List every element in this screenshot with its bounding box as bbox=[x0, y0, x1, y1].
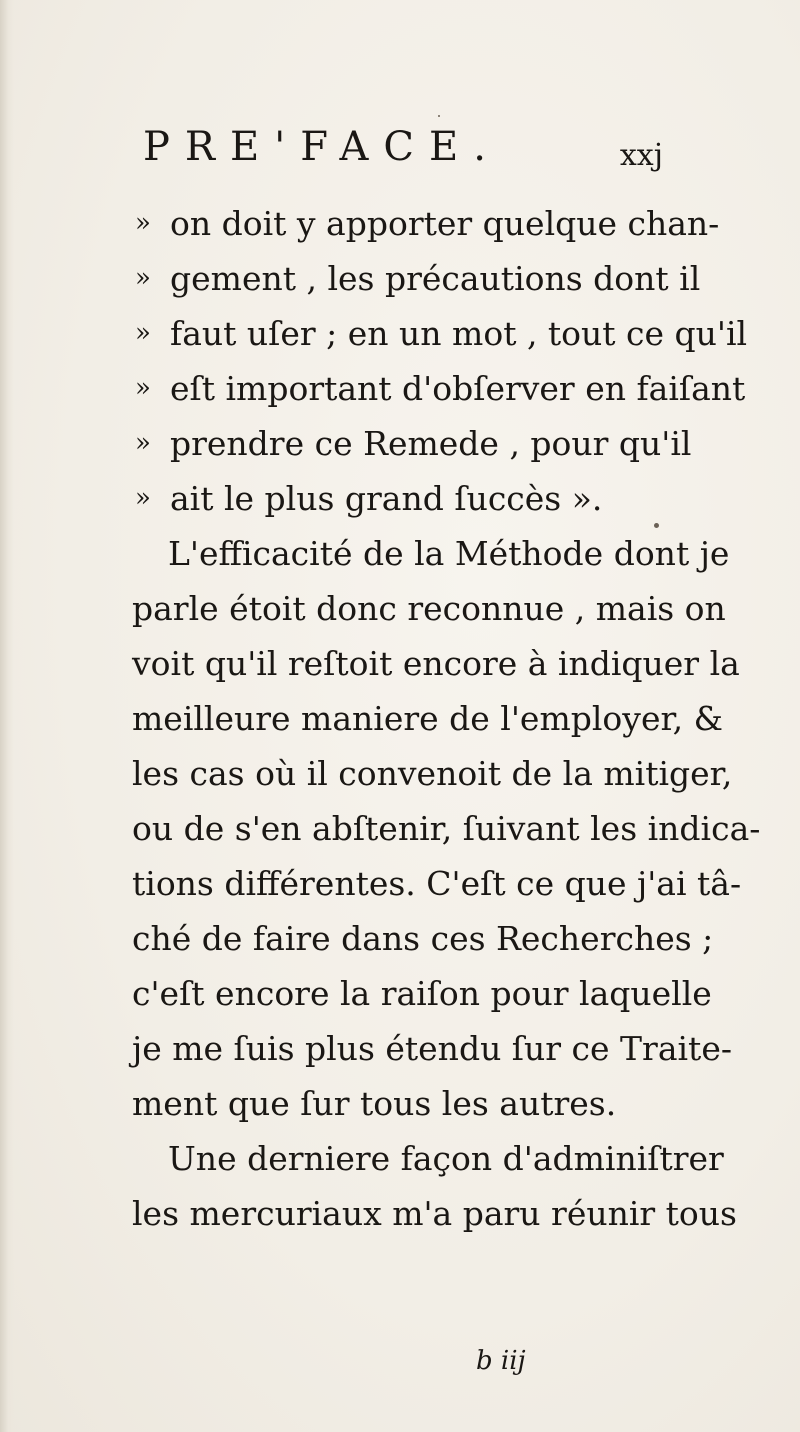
text-line bbox=[132, 361, 746, 416]
quote-mark: » bbox=[135, 483, 151, 513]
text-line bbox=[132, 1131, 724, 1186]
text-line bbox=[132, 966, 712, 1021]
line-text: tions différentes. C'eſt ce que j'ai tâ- bbox=[132, 864, 742, 903]
page-number: xxj bbox=[619, 138, 663, 173]
line-text: meilleure maniere de l'employer, & bbox=[132, 699, 723, 738]
line-text: on doit y apporter quelque chan- bbox=[170, 204, 720, 243]
quote-mark: » bbox=[135, 373, 151, 403]
page-header bbox=[143, 124, 663, 180]
line-text: gement , les précautions dont il bbox=[170, 259, 701, 298]
text-line bbox=[132, 856, 742, 911]
line-text: faut uſer ; en un mot , tout ce qu'il bbox=[170, 314, 748, 353]
line-text: voit qu'il reſtoit encore à indiquer la bbox=[132, 644, 740, 683]
line-text: les cas où il convenoit de la mitiger, bbox=[132, 754, 733, 793]
text-line bbox=[132, 306, 748, 361]
text-line bbox=[132, 196, 720, 251]
quote-mark: » bbox=[135, 318, 151, 348]
text-line bbox=[132, 911, 714, 966]
body-text bbox=[132, 196, 761, 1241]
binding-shadow bbox=[0, 0, 14, 1432]
text-line bbox=[132, 801, 761, 856]
text-line bbox=[132, 691, 723, 746]
quote-mark: » bbox=[135, 208, 151, 238]
text-line bbox=[132, 746, 733, 801]
line-text: ment que ſur tous les autres. bbox=[132, 1084, 617, 1123]
text-line bbox=[132, 416, 692, 471]
line-text: ait le plus grand ſuccès ». bbox=[170, 479, 603, 518]
text-line bbox=[132, 1021, 732, 1076]
text-line bbox=[132, 581, 726, 636]
signature-mark: b iij bbox=[476, 1346, 526, 1376]
line-text: Une derniere façon d'adminiſtrer bbox=[168, 1139, 724, 1178]
line-text: ou de s'en abſtenir, ſuivant les indica- bbox=[132, 809, 761, 848]
line-text: eſt important d'obſerver en faiſant bbox=[170, 369, 746, 408]
text-line bbox=[132, 1076, 662, 1131]
quote-mark: » bbox=[135, 428, 151, 458]
paper-speck bbox=[438, 115, 440, 117]
text-line bbox=[132, 526, 730, 581]
line-text: c'eſt encore la raiſon pour laquelle bbox=[132, 974, 712, 1013]
line-text: les mercuriaux m'a paru réunir tous bbox=[132, 1194, 737, 1233]
line-text: je me ſuis plus étendu ſur ce Traite- bbox=[132, 1029, 732, 1068]
line-text: L'efficacité de la Méthode dont je bbox=[168, 534, 730, 573]
text-line bbox=[132, 1186, 737, 1241]
running-title: PRE'FACE. bbox=[143, 124, 501, 170]
paper-speck bbox=[654, 523, 659, 528]
line-text: ché de faire dans ces Recherches ; bbox=[132, 919, 714, 958]
quote-mark: » bbox=[135, 263, 151, 293]
line-text: parle étoit donc reconnue , mais on bbox=[132, 589, 726, 628]
text-line bbox=[132, 251, 701, 306]
text-line bbox=[132, 471, 662, 526]
line-text: prendre ce Remede , pour qu'il bbox=[170, 424, 692, 463]
text-line bbox=[132, 636, 740, 691]
